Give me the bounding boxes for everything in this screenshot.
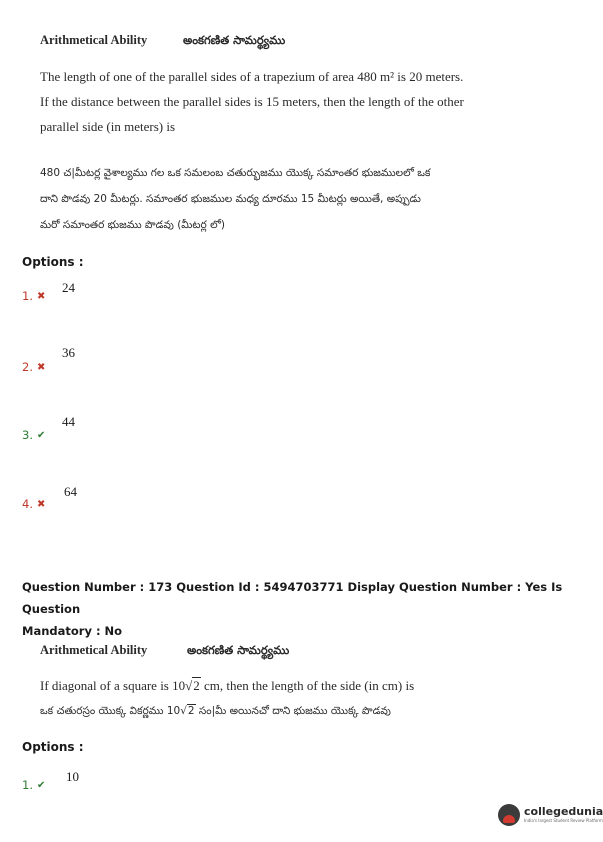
question-line: The length of one of the parallel sides of a trapezium of area 480 m² is 20 meters. [40, 69, 464, 84]
cross-icon: ✖ [36, 361, 46, 373]
option-value: 24 [62, 280, 75, 295]
cross-icon: ✖ [36, 498, 46, 510]
option-index: 1. [22, 289, 33, 303]
option-value: 64 [64, 484, 77, 499]
option-number [22, 428, 45, 442]
option-index: 2. [22, 360, 33, 374]
checkmark-icon: ✔ [36, 429, 46, 441]
option-index: 3. [22, 428, 33, 442]
mascot-icon [498, 804, 520, 826]
question-line: మరో సమాంతర భుజము పొడవు (మీటర్ల లో) [40, 219, 225, 231]
subject-label-en: Arithmetical Ability [40, 643, 148, 657]
option-index: 1. [22, 778, 33, 792]
question-text-part: ఒక చతురస్రం యొక్క వికర్ణము 10 [40, 705, 181, 717]
brand-text [524, 806, 603, 824]
sqrt-sign: √ [180, 705, 187, 717]
option-value: 36 [62, 345, 75, 360]
options-heading: Options : [22, 255, 84, 269]
subject-label-en: Arithmetical Ability [40, 33, 148, 47]
question-line: If the distance between the parallel sides is 15 meters, then the length of the other [40, 94, 464, 109]
sqrt-radicand: 2 [193, 678, 200, 693]
question-text-part: If diagonal of a square is 10 [40, 678, 186, 693]
subject-label-te: అంకగణిత సామర్థ్యము [183, 33, 286, 47]
option-number [22, 778, 45, 792]
brand-logo [498, 804, 603, 826]
question-text-en [40, 64, 464, 139]
question-text-part: cm, then the length of the side (in cm) is [200, 678, 415, 693]
option-number [22, 360, 45, 374]
cross-icon: ✖ [36, 290, 46, 302]
sqrt-sign: √ [185, 678, 193, 693]
sqrt-radicand: 2 [187, 705, 195, 717]
question-text-te [40, 698, 391, 724]
question-meta-line: Mandatory : No [22, 624, 123, 638]
checkmark-icon: ✔ [36, 779, 46, 791]
question-text-te [40, 160, 430, 238]
question-text-part: సం|మీ అయినచో దాని భుజము యొక్క పొడవు [195, 705, 391, 717]
option-number [22, 289, 45, 303]
question-text-en [40, 673, 414, 698]
brand-tagline: India's largest Student Review Platform [524, 818, 603, 823]
option-value: 10 [66, 769, 79, 784]
option-value: 44 [62, 414, 75, 429]
question-line: దాని పొడవు 20 మీటర్లు. సమాంతర భుజముల మధ్య దూరము 15 మీటర్లు అయితే, అప్పుడు [40, 193, 421, 205]
brand-name: collegedunia [524, 805, 603, 818]
question-meta [22, 576, 582, 642]
option-index: 4. [22, 497, 33, 511]
question-meta-line: Question Number : 173 Question Id : 5494703771 Display Question Number : Yes Is Question [22, 580, 563, 616]
options-heading: Options : [22, 740, 84, 754]
subject-label-te: అంకగణిత సామర్థ్యము [187, 643, 290, 657]
question-line: 480 చ|మీటర్ల వైశాల్యము గల ఒక సమలంబ చతుర్భుజము యొక్క సమాంతర భుజములలో ఒక [40, 167, 431, 179]
option-number [22, 497, 45, 511]
question-line: parallel side (in meters) is [40, 119, 176, 134]
